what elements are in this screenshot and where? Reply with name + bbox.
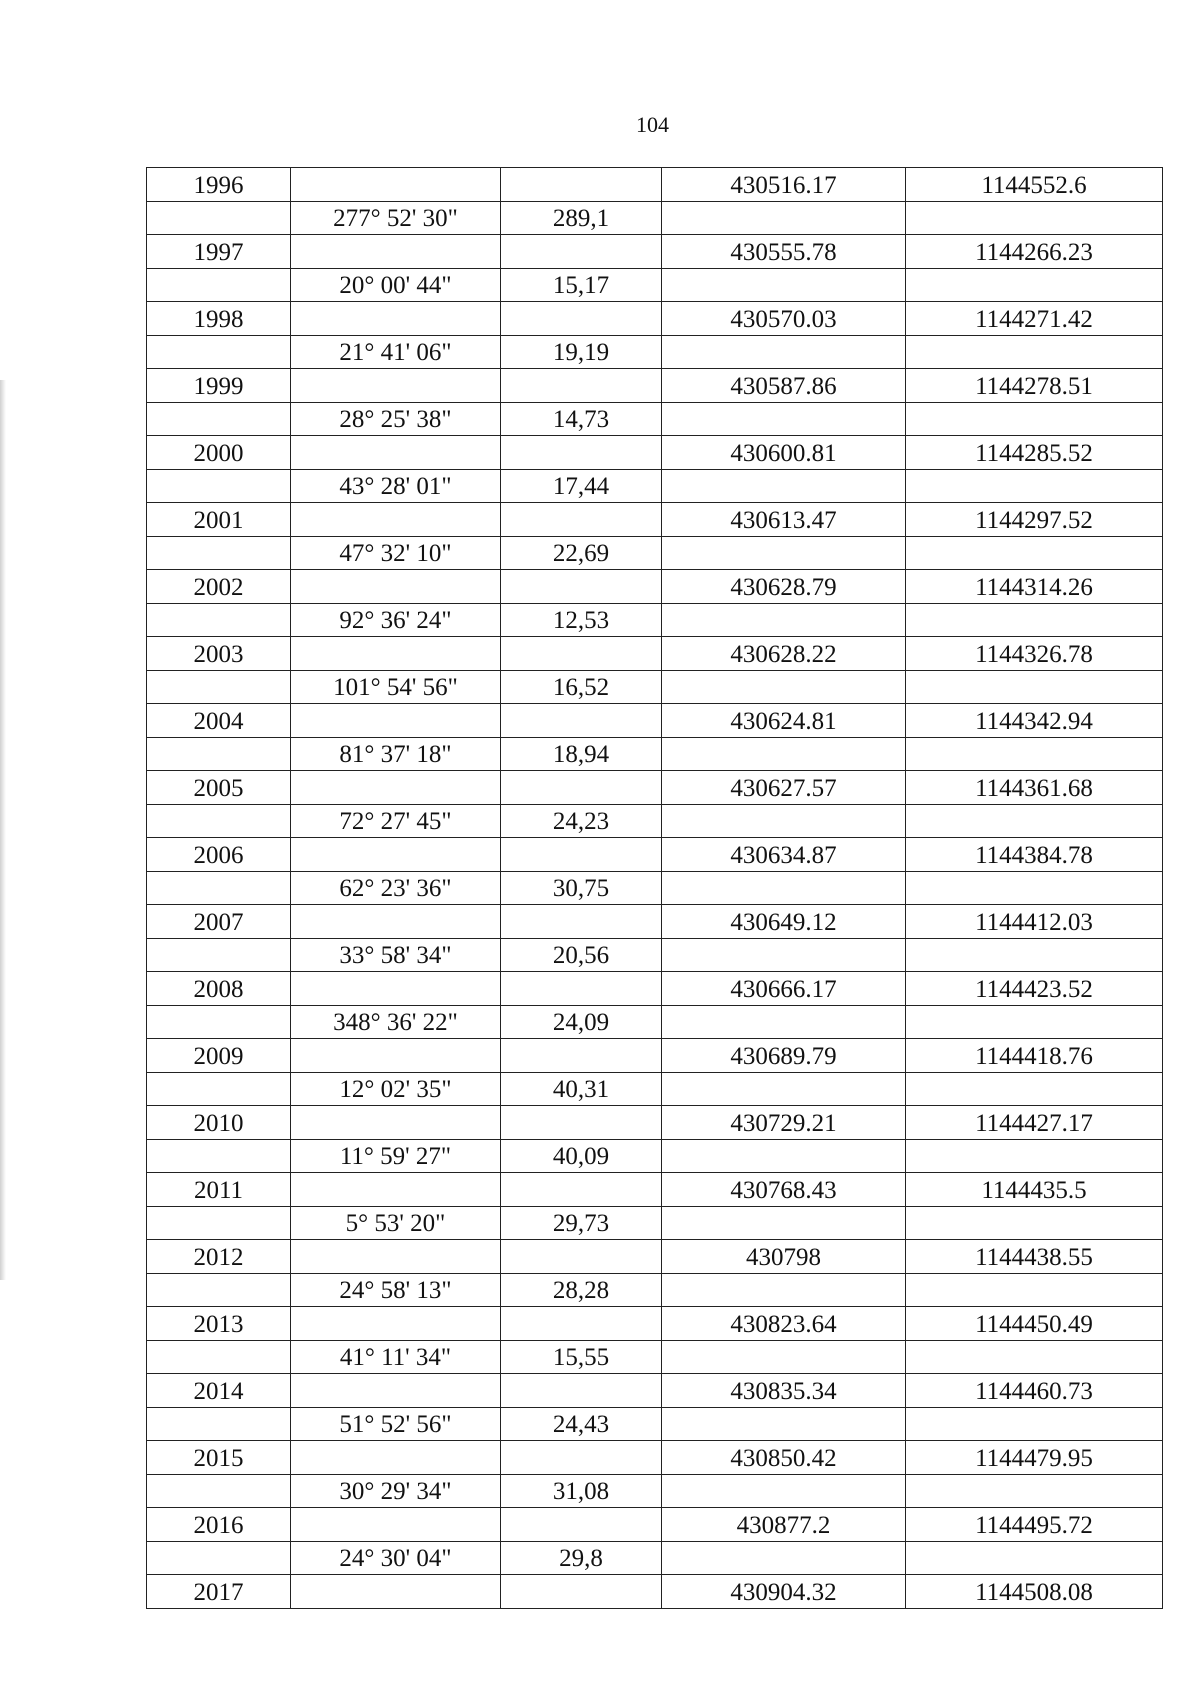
point-row — [147, 570, 1163, 604]
segment-row — [147, 402, 1163, 436]
x-coordinate-cell — [662, 670, 906, 704]
x-coordinate-cell — [662, 603, 906, 637]
scan-edge-shadow — [0, 380, 6, 1280]
point-number-cell — [147, 1206, 291, 1240]
point-number-cell: 2004 — [147, 704, 291, 738]
direction-angle-cell — [291, 436, 501, 470]
segment-row — [147, 1273, 1163, 1307]
direction-angle-cell: 28° 25' 38" — [291, 402, 501, 436]
point-number-cell — [147, 1340, 291, 1374]
direction-angle-cell: 24° 30' 04" — [291, 1541, 501, 1575]
point-number-cell — [147, 603, 291, 637]
point-number-cell: 2014 — [147, 1374, 291, 1408]
point-number-cell: 1999 — [147, 369, 291, 403]
point-number-cell — [147, 737, 291, 771]
distance-cell: 24,43 — [501, 1407, 662, 1441]
direction-angle-cell: 277° 52' 30" — [291, 201, 501, 235]
segment-row — [147, 1005, 1163, 1039]
x-coordinate-cell — [662, 1139, 906, 1173]
distance-cell — [501, 771, 662, 805]
direction-angle-cell: 5° 53' 20" — [291, 1206, 501, 1240]
direction-angle-cell: 30° 29' 34" — [291, 1474, 501, 1508]
x-coordinate-cell — [662, 469, 906, 503]
segment-row — [147, 1474, 1163, 1508]
x-coordinate-cell: 430613.47 — [662, 503, 906, 537]
point-number-cell — [147, 938, 291, 972]
y-coordinate-cell: 1144384.78 — [906, 838, 1163, 872]
direction-angle-cell: 33° 58' 34" — [291, 938, 501, 972]
x-coordinate-cell: 430823.64 — [662, 1307, 906, 1341]
direction-angle-cell — [291, 704, 501, 738]
point-number-cell: 1997 — [147, 235, 291, 269]
direction-angle-cell — [291, 235, 501, 269]
distance-cell: 289,1 — [501, 201, 662, 235]
segment-row — [147, 670, 1163, 704]
distance-cell: 24,09 — [501, 1005, 662, 1039]
y-coordinate-cell: 1144495.72 — [906, 1508, 1163, 1542]
segment-row — [147, 938, 1163, 972]
distance-cell — [501, 1240, 662, 1274]
segment-row — [147, 1340, 1163, 1374]
direction-angle-cell — [291, 1575, 501, 1609]
point-row — [147, 1307, 1163, 1341]
direction-angle-cell — [291, 637, 501, 671]
distance-cell: 15,17 — [501, 268, 662, 302]
x-coordinate-cell — [662, 1474, 906, 1508]
direction-angle-cell — [291, 503, 501, 537]
x-coordinate-cell: 430649.12 — [662, 905, 906, 939]
distance-cell — [501, 704, 662, 738]
x-coordinate-cell: 430768.43 — [662, 1173, 906, 1207]
x-coordinate-cell — [662, 1340, 906, 1374]
point-row — [147, 905, 1163, 939]
distance-cell: 19,19 — [501, 335, 662, 369]
segment-row — [147, 268, 1163, 302]
point-number-cell — [147, 201, 291, 235]
segment-row — [147, 536, 1163, 570]
direction-angle-cell: 43° 28' 01" — [291, 469, 501, 503]
x-coordinate-cell: 430624.81 — [662, 704, 906, 738]
distance-cell — [501, 235, 662, 269]
x-coordinate-cell: 430634.87 — [662, 838, 906, 872]
point-number-cell: 2012 — [147, 1240, 291, 1274]
coordinates-table — [146, 167, 1163, 1609]
direction-angle-cell — [291, 771, 501, 805]
x-coordinate-cell: 430835.34 — [662, 1374, 906, 1408]
x-coordinate-cell — [662, 1005, 906, 1039]
direction-angle-cell: 348° 36' 22" — [291, 1005, 501, 1039]
y-coordinate-cell: 1144427.17 — [906, 1106, 1163, 1140]
x-coordinate-cell — [662, 1541, 906, 1575]
distance-cell: 17,44 — [501, 469, 662, 503]
direction-angle-cell — [291, 1307, 501, 1341]
point-row — [147, 838, 1163, 872]
y-coordinate-cell — [906, 603, 1163, 637]
distance-cell: 15,55 — [501, 1340, 662, 1374]
direction-angle-cell — [291, 168, 501, 202]
point-number-cell: 2009 — [147, 1039, 291, 1073]
direction-angle-cell — [291, 1441, 501, 1475]
distance-cell: 28,28 — [501, 1273, 662, 1307]
point-row — [147, 704, 1163, 738]
segment-row — [147, 804, 1163, 838]
x-coordinate-cell: 430627.57 — [662, 771, 906, 805]
direction-angle-cell — [291, 972, 501, 1006]
x-coordinate-cell: 430628.22 — [662, 637, 906, 671]
distance-cell: 29,73 — [501, 1206, 662, 1240]
y-coordinate-cell: 1144266.23 — [906, 235, 1163, 269]
y-coordinate-cell: 1144460.73 — [906, 1374, 1163, 1408]
direction-angle-cell: 81° 37' 18" — [291, 737, 501, 771]
x-coordinate-cell: 430798 — [662, 1240, 906, 1274]
y-coordinate-cell — [906, 938, 1163, 972]
direction-angle-cell: 20° 00' 44" — [291, 268, 501, 302]
point-row — [147, 1106, 1163, 1140]
y-coordinate-cell — [906, 536, 1163, 570]
point-row — [147, 1374, 1163, 1408]
distance-cell — [501, 1441, 662, 1475]
point-number-cell — [147, 1005, 291, 1039]
x-coordinate-cell — [662, 1206, 906, 1240]
distance-cell: 18,94 — [501, 737, 662, 771]
direction-angle-cell — [291, 302, 501, 336]
distance-cell — [501, 1106, 662, 1140]
segment-row — [147, 469, 1163, 503]
y-coordinate-cell: 1144423.52 — [906, 972, 1163, 1006]
point-row — [147, 503, 1163, 537]
y-coordinate-cell — [906, 1139, 1163, 1173]
y-coordinate-cell: 1144314.26 — [906, 570, 1163, 604]
direction-angle-cell: 92° 36' 24" — [291, 603, 501, 637]
point-number-cell — [147, 536, 291, 570]
point-number-cell: 2001 — [147, 503, 291, 537]
y-coordinate-cell: 1144361.68 — [906, 771, 1163, 805]
direction-angle-cell — [291, 1240, 501, 1274]
distance-cell: 30,75 — [501, 871, 662, 905]
segment-row — [147, 1072, 1163, 1106]
x-coordinate-cell: 430877.2 — [662, 1508, 906, 1542]
point-row — [147, 1441, 1163, 1475]
distance-cell — [501, 1374, 662, 1408]
direction-angle-cell: 21° 41' 06" — [291, 335, 501, 369]
distance-cell — [501, 436, 662, 470]
distance-cell: 40,31 — [501, 1072, 662, 1106]
x-coordinate-cell — [662, 536, 906, 570]
x-coordinate-cell: 430689.79 — [662, 1039, 906, 1073]
y-coordinate-cell — [906, 670, 1163, 704]
y-coordinate-cell — [906, 335, 1163, 369]
direction-angle-cell — [291, 1106, 501, 1140]
y-coordinate-cell: 1144418.76 — [906, 1039, 1163, 1073]
distance-cell: 29,8 — [501, 1541, 662, 1575]
distance-cell: 40,09 — [501, 1139, 662, 1173]
y-coordinate-cell: 1144479.95 — [906, 1441, 1163, 1475]
point-number-cell — [147, 402, 291, 436]
distance-cell — [501, 1307, 662, 1341]
segment-row — [147, 1139, 1163, 1173]
segment-row — [147, 335, 1163, 369]
x-coordinate-cell — [662, 1407, 906, 1441]
point-number-cell: 2015 — [147, 1441, 291, 1475]
y-coordinate-cell: 1144342.94 — [906, 704, 1163, 738]
x-coordinate-cell: 430570.03 — [662, 302, 906, 336]
point-number-cell — [147, 670, 291, 704]
y-coordinate-cell — [906, 268, 1163, 302]
y-coordinate-cell — [906, 1005, 1163, 1039]
point-row — [147, 168, 1163, 202]
distance-cell — [501, 1039, 662, 1073]
point-row — [147, 302, 1163, 336]
x-coordinate-cell: 430600.81 — [662, 436, 906, 470]
point-row — [147, 771, 1163, 805]
point-number-cell: 1998 — [147, 302, 291, 336]
point-number-cell — [147, 1139, 291, 1173]
direction-angle-cell: 24° 58' 13" — [291, 1273, 501, 1307]
point-row — [147, 637, 1163, 671]
x-coordinate-cell: 430904.32 — [662, 1575, 906, 1609]
point-number-cell — [147, 469, 291, 503]
segment-row — [147, 1407, 1163, 1441]
x-coordinate-cell — [662, 938, 906, 972]
y-coordinate-cell: 1144412.03 — [906, 905, 1163, 939]
distance-cell: 22,69 — [501, 536, 662, 570]
y-coordinate-cell: 1144278.51 — [906, 369, 1163, 403]
direction-angle-cell: 12° 02' 35" — [291, 1072, 501, 1106]
point-number-cell — [147, 1407, 291, 1441]
y-coordinate-cell — [906, 469, 1163, 503]
page-number: 104 — [636, 112, 669, 137]
segment-row — [147, 1541, 1163, 1575]
point-number-cell: 2011 — [147, 1173, 291, 1207]
y-coordinate-cell — [906, 402, 1163, 436]
direction-angle-cell: 72° 27' 45" — [291, 804, 501, 838]
y-coordinate-cell: 1144326.78 — [906, 637, 1163, 671]
point-number-cell — [147, 871, 291, 905]
y-coordinate-cell — [906, 1541, 1163, 1575]
x-coordinate-cell — [662, 402, 906, 436]
y-coordinate-cell: 1144508.08 — [906, 1575, 1163, 1609]
y-coordinate-cell — [906, 1474, 1163, 1508]
point-number-cell: 2016 — [147, 1508, 291, 1542]
y-coordinate-cell — [906, 871, 1163, 905]
point-number-cell — [147, 1474, 291, 1508]
x-coordinate-cell: 430628.79 — [662, 570, 906, 604]
point-number-cell: 2007 — [147, 905, 291, 939]
y-coordinate-cell: 1144285.52 — [906, 436, 1163, 470]
distance-cell — [501, 168, 662, 202]
x-coordinate-cell — [662, 804, 906, 838]
point-number-cell: 2002 — [147, 570, 291, 604]
x-coordinate-cell — [662, 1273, 906, 1307]
x-coordinate-cell: 430729.21 — [662, 1106, 906, 1140]
point-row — [147, 1173, 1163, 1207]
distance-cell — [501, 637, 662, 671]
segment-row — [147, 603, 1163, 637]
point-row — [147, 1039, 1163, 1073]
direction-angle-cell — [291, 838, 501, 872]
y-coordinate-cell: 1144450.49 — [906, 1307, 1163, 1341]
point-number-cell: 2005 — [147, 771, 291, 805]
point-number-cell — [147, 1072, 291, 1106]
x-coordinate-cell: 430666.17 — [662, 972, 906, 1006]
y-coordinate-cell: 1144435.5 — [906, 1173, 1163, 1207]
distance-cell — [501, 905, 662, 939]
y-coordinate-cell — [906, 804, 1163, 838]
distance-cell — [501, 302, 662, 336]
x-coordinate-cell: 430555.78 — [662, 235, 906, 269]
direction-angle-cell: 41° 11' 34" — [291, 1340, 501, 1374]
y-coordinate-cell — [906, 1072, 1163, 1106]
distance-cell — [501, 972, 662, 1006]
y-coordinate-cell: 1144297.52 — [906, 503, 1163, 537]
x-coordinate-cell — [662, 1072, 906, 1106]
point-number-cell — [147, 1273, 291, 1307]
point-number-cell: 2003 — [147, 637, 291, 671]
y-coordinate-cell: 1144438.55 — [906, 1240, 1163, 1274]
distance-cell — [501, 1575, 662, 1609]
distance-cell: 16,52 — [501, 670, 662, 704]
distance-cell — [501, 369, 662, 403]
distance-cell — [501, 570, 662, 604]
segment-row — [147, 201, 1163, 235]
x-coordinate-cell: 430587.86 — [662, 369, 906, 403]
x-coordinate-cell: 430850.42 — [662, 1441, 906, 1475]
point-number-cell — [147, 268, 291, 302]
x-coordinate-cell — [662, 871, 906, 905]
segment-row — [147, 871, 1163, 905]
y-coordinate-cell — [906, 201, 1163, 235]
point-number-cell: 2008 — [147, 972, 291, 1006]
point-row — [147, 235, 1163, 269]
direction-angle-cell: 11° 59' 27" — [291, 1139, 501, 1173]
segment-row — [147, 737, 1163, 771]
point-row — [147, 1508, 1163, 1542]
x-coordinate-cell — [662, 737, 906, 771]
point-number-cell: 1996 — [147, 168, 291, 202]
segment-row — [147, 1206, 1163, 1240]
y-coordinate-cell — [906, 1407, 1163, 1441]
x-coordinate-cell — [662, 335, 906, 369]
point-number-cell: 2000 — [147, 436, 291, 470]
point-row — [147, 972, 1163, 1006]
direction-angle-cell: 47° 32' 10" — [291, 536, 501, 570]
direction-angle-cell: 62° 23' 36" — [291, 871, 501, 905]
y-coordinate-cell: 1144271.42 — [906, 302, 1163, 336]
point-number-cell: 2006 — [147, 838, 291, 872]
direction-angle-cell: 101° 54' 56" — [291, 670, 501, 704]
point-row — [147, 436, 1163, 470]
y-coordinate-cell — [906, 1340, 1163, 1374]
point-number-cell: 2017 — [147, 1575, 291, 1609]
y-coordinate-cell — [906, 1273, 1163, 1307]
direction-angle-cell — [291, 369, 501, 403]
point-row — [147, 1575, 1163, 1609]
distance-cell: 12,53 — [501, 603, 662, 637]
direction-angle-cell: 51° 52' 56" — [291, 1407, 501, 1441]
x-coordinate-cell: 430516.17 — [662, 168, 906, 202]
point-number-cell: 2013 — [147, 1307, 291, 1341]
x-coordinate-cell — [662, 201, 906, 235]
direction-angle-cell — [291, 905, 501, 939]
coordinates-table-body — [147, 168, 1163, 1609]
distance-cell: 20,56 — [501, 938, 662, 972]
distance-cell: 14,73 — [501, 402, 662, 436]
y-coordinate-cell — [906, 737, 1163, 771]
point-number-cell: 2010 — [147, 1106, 291, 1140]
point-number-cell — [147, 804, 291, 838]
distance-cell: 24,23 — [501, 804, 662, 838]
point-number-cell — [147, 335, 291, 369]
y-coordinate-cell — [906, 1206, 1163, 1240]
x-coordinate-cell — [662, 268, 906, 302]
direction-angle-cell — [291, 570, 501, 604]
distance-cell — [501, 838, 662, 872]
y-coordinate-cell: 1144552.6 — [906, 168, 1163, 202]
distance-cell — [501, 1173, 662, 1207]
direction-angle-cell — [291, 1173, 501, 1207]
distance-cell — [501, 1508, 662, 1542]
point-row — [147, 1240, 1163, 1274]
direction-angle-cell — [291, 1374, 501, 1408]
point-row — [147, 369, 1163, 403]
distance-cell — [501, 503, 662, 537]
direction-angle-cell — [291, 1039, 501, 1073]
distance-cell: 31,08 — [501, 1474, 662, 1508]
direction-angle-cell — [291, 1508, 501, 1542]
point-number-cell — [147, 1541, 291, 1575]
